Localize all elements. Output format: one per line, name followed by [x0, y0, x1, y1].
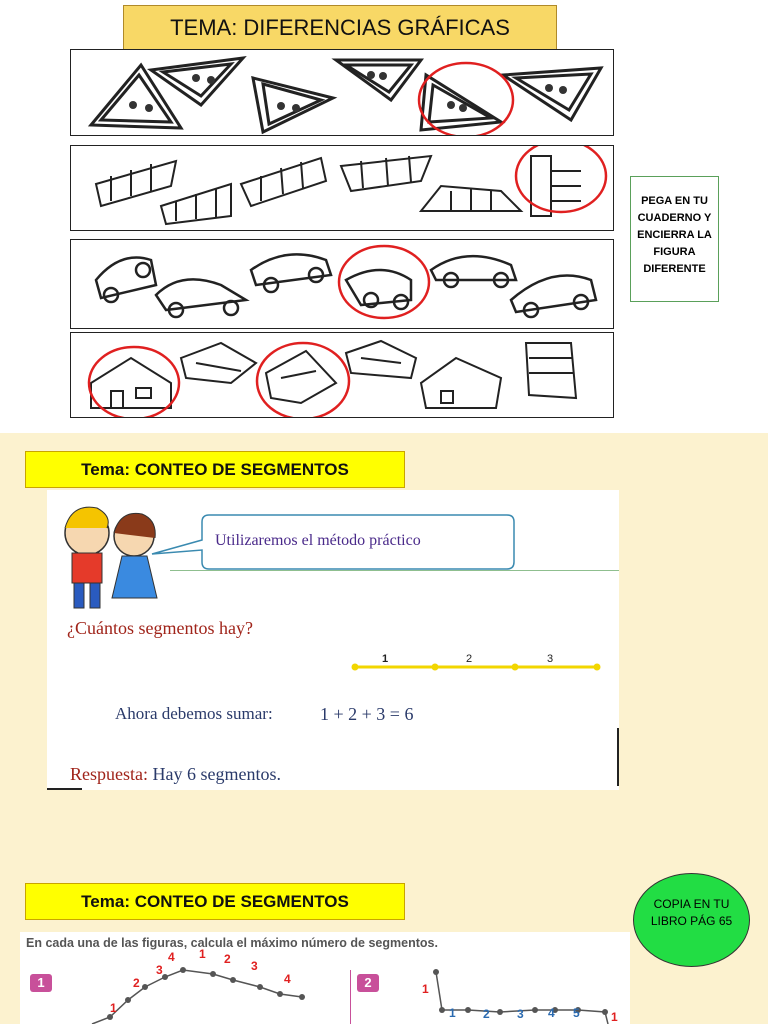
divider [170, 570, 619, 571]
figure2-label: 5 [573, 1006, 580, 1020]
answer-line [70, 764, 281, 785]
cars-illustration [71, 240, 613, 328]
car-row [70, 239, 614, 329]
red-circle-highlight [89, 347, 179, 417]
section3-title: Tema: CONTEO DE SEGMENTOS [25, 883, 405, 920]
ship-row [70, 145, 614, 231]
segment-label: 1 [382, 653, 389, 665]
figure1-polyline [20, 932, 350, 1024]
houses-illustration [71, 333, 613, 417]
triangle-sign-row [70, 49, 614, 136]
question-text: ¿Cuántos segmentos hay? [67, 618, 253, 638]
figure2-label: 1 [422, 982, 429, 996]
red-circle-highlight [516, 146, 606, 212]
panel-edge [617, 728, 619, 786]
instruction-text: En cada una de las figuras, calcula el máximo número de segmentos. [26, 936, 438, 950]
segment-label: 3 [547, 653, 554, 665]
segment-label: 2 [466, 653, 473, 665]
sum-expression: 1 + 2 + 3 = 6 [320, 704, 414, 724]
figure2-label: 2 [483, 1007, 490, 1021]
segment-lesson-panel [47, 490, 619, 790]
red-circle-highlight [257, 343, 349, 417]
figure1-label: 1 [110, 1001, 117, 1015]
answer-text: Hay 6 segmentos. [152, 764, 281, 784]
figure2-polyline [350, 932, 630, 1024]
triangle-signs-illustration [71, 50, 613, 135]
figure2-label: 4 [548, 1006, 555, 1020]
figure1-label: 2 [224, 952, 231, 966]
figure1-label: 2 [133, 976, 140, 990]
answer-prefix: Respuesta: [70, 764, 148, 784]
side-note: PEGA EN TU CUADERNO Y ENCIERRA LA FIGURA DIFERENTE [630, 176, 719, 302]
house-row [70, 332, 614, 418]
exercise-panel [20, 932, 630, 1024]
ships-illustration [71, 146, 613, 230]
figure2-label: 1 [611, 1010, 618, 1024]
figure1-label: 4 [168, 950, 175, 964]
figure1-label: 3 [251, 959, 258, 973]
copy-badge: COPIA EN TU LIBRO PÁG 65 [633, 873, 750, 967]
figure2-label: 1 [449, 1006, 456, 1020]
figure2-label: 3 [517, 1007, 524, 1021]
figure1-label: 1 [199, 947, 206, 961]
sum-label: Ahora debemos sumar: [115, 704, 273, 723]
section2-title: Tema: CONTEO DE SEGMENTOS [25, 451, 405, 488]
figure-number-badge: 2 [357, 974, 379, 992]
figure1-label: 4 [284, 972, 291, 986]
section1-title: TEMA: DIFERENCIAS GRÁFICAS [123, 5, 557, 50]
figure-number-badge: 1 [30, 974, 52, 992]
figure1-label: 3 [156, 963, 163, 977]
speech-text: Utilizaremos el método práctico [215, 532, 421, 549]
red-circle-highlight [339, 246, 429, 318]
panel-underline [47, 788, 82, 790]
